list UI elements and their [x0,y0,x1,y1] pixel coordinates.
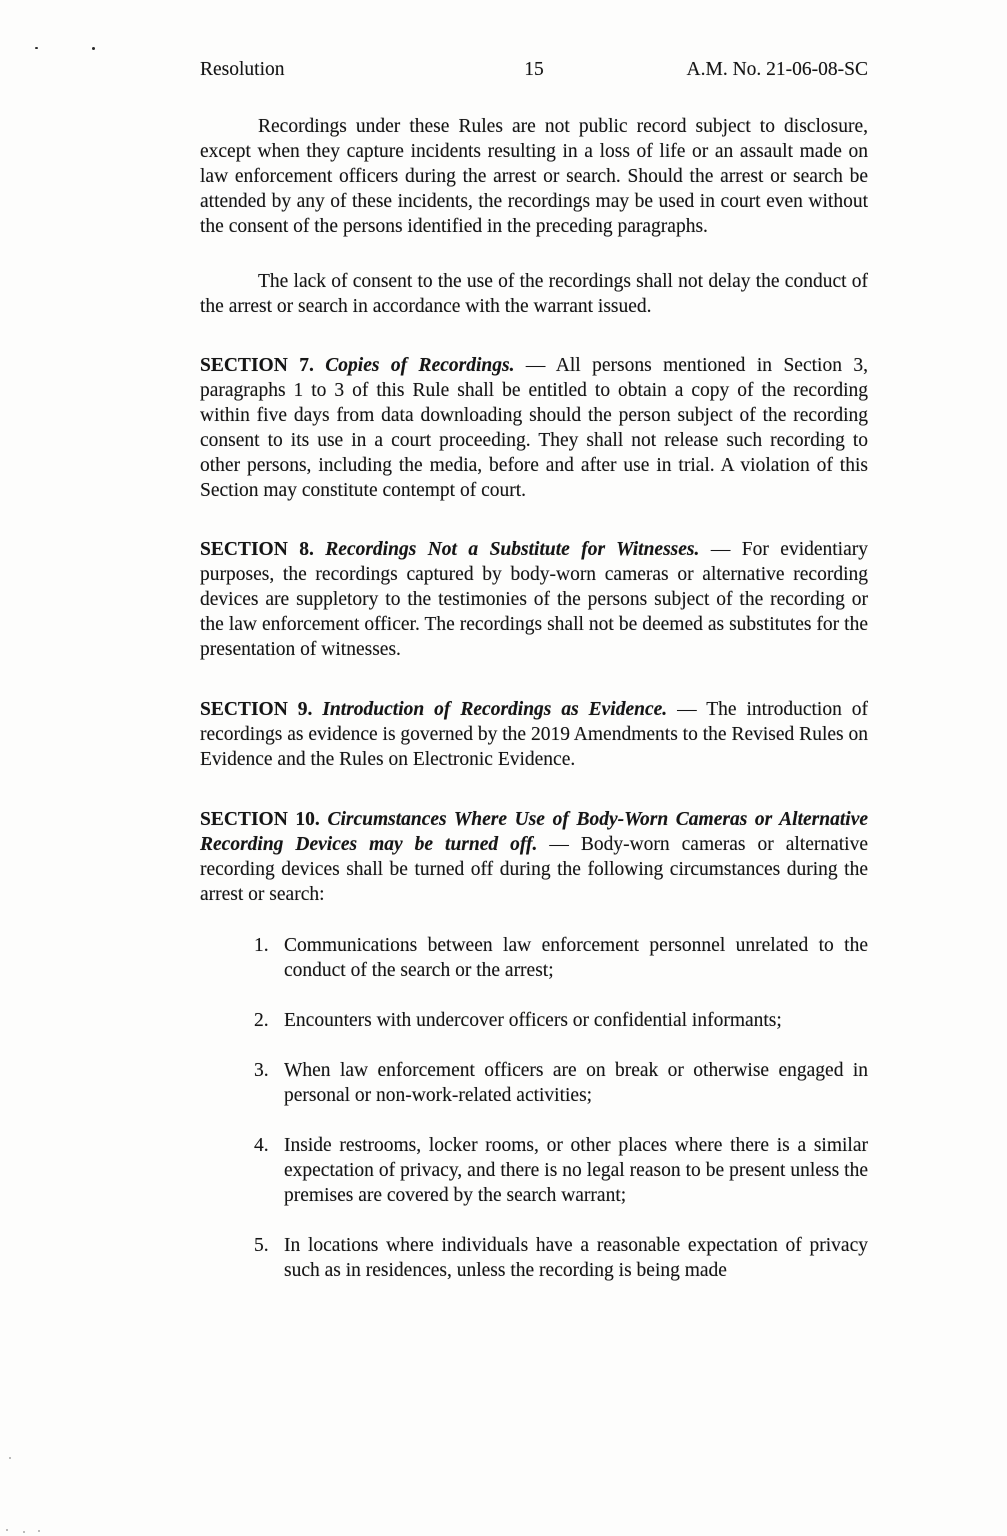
list-item-3 [254,1058,868,1108]
section-9 [200,697,868,772]
paragraph-lack-of-consent: The lack of consent to the use of the recordings shall not delay the conduct of the arrest or search in accordance with the warrant issued. [200,271,868,317]
turn-off-circumstances-list [200,933,868,1283]
section-7-label: SECTION 7. [200,355,314,376]
section-8 [200,537,868,662]
list-item-5-number: 5. [254,1235,269,1256]
header-doc-type: Resolution [200,59,285,80]
header-case-number: A.M. No. 21-06-08-SC [686,59,868,80]
section-8-title: Recordings Not a Substitute for Witnesses. [325,539,700,560]
section-8-text: — For evidentiary purposes, the recordings captured by body-worn cameras or alternative recording devices are suppletory to the testimonies of the persons subject of the recording or the law enforcement officer. The recordings shall not be deemed as substitutes for the presentation of witnesses. [200,539,868,660]
page-header [200,57,868,82]
list-item-4-number: 4. [254,1135,269,1156]
section-7-title: Copies of Recordings. [325,355,515,376]
section-9-text: — The introduction of recordings as evidence is governed by the 2019 Amendments to the Revised Rules on Evidence and the Rules on Electronic Evidence. [200,699,869,770]
list-item-1-text: Communications between law enforcement personnel unrelated to the conduct of the search or the arrest; [284,935,868,981]
page-content [200,57,868,1308]
section-7 [200,353,868,503]
scan-speck [92,47,95,50]
scan-speck [9,1457,11,1459]
scan-speck [38,1530,40,1532]
scan-speck [6,1529,8,1531]
section-10-text: — Body-worn cameras or alternative recording devices shall be turned off during the following circumstances during the arrest or search: [200,834,869,905]
list-item-5 [254,1233,868,1283]
section-9-label: SECTION 9. [200,699,313,720]
list-item-3-number: 3. [254,1060,269,1081]
scan-speck [35,47,38,49]
list-item-1 [254,933,868,983]
section-10-title: Circumstances Where Use of Body-Worn Cameras or Alternative Recording Devices may be turned off. [200,809,869,855]
section-8-label: SECTION 8. [200,539,314,560]
section-7-text: — All persons mentioned in Section 3, paragraphs 1 to 3 of this Rule shall be entitled to obtain a copy of the recording within five days from data downloading should the person subject of the recording consent to its use in a court proceeding. They shall not release such recording to other persons, including the media, before and after use in trial. A violation of this Section may constitute contempt of court. [200,355,869,501]
list-item-1-number: 1. [254,935,269,956]
list-item-2-text: Encounters with undercover officers or confidential informants; [284,1010,782,1031]
list-item-5-text: In locations where individuals have a reasonable expectation of privacy such as in residences, unless the recording is being made [284,1235,868,1281]
list-item-4-text: Inside restrooms, locker rooms, or other places where there is a similar expectation of privacy, and there is no legal reason to be present unless the premises are covered by the search warrant; [284,1135,868,1206]
paragraph-recordings-public-record: Recordings under these Rules are not public record subject to disclosure, except when they capture incidents resulting in a loss of life or an assault made on law enforcement officers during the arrest or search. Should the arrest or search be attended by any of these incidents, the recordings may be used in court even without the consent of the persons identified in the preceding paragraphs. [200,116,868,237]
list-item-3-text: When law enforcement officers are on break or otherwise engaged in personal or non-work-related activities; [284,1060,868,1106]
list-item-2 [254,1008,868,1033]
section-9-title: Introduction of Recordings as Evidence. [322,699,668,720]
list-item-2-number: 2. [254,1010,269,1031]
section-10 [200,807,868,907]
list-item-4 [254,1133,868,1208]
header-page-number: 15 [524,59,544,80]
scan-speck [23,1531,25,1533]
section-10-label: SECTION 10. [200,809,320,830]
